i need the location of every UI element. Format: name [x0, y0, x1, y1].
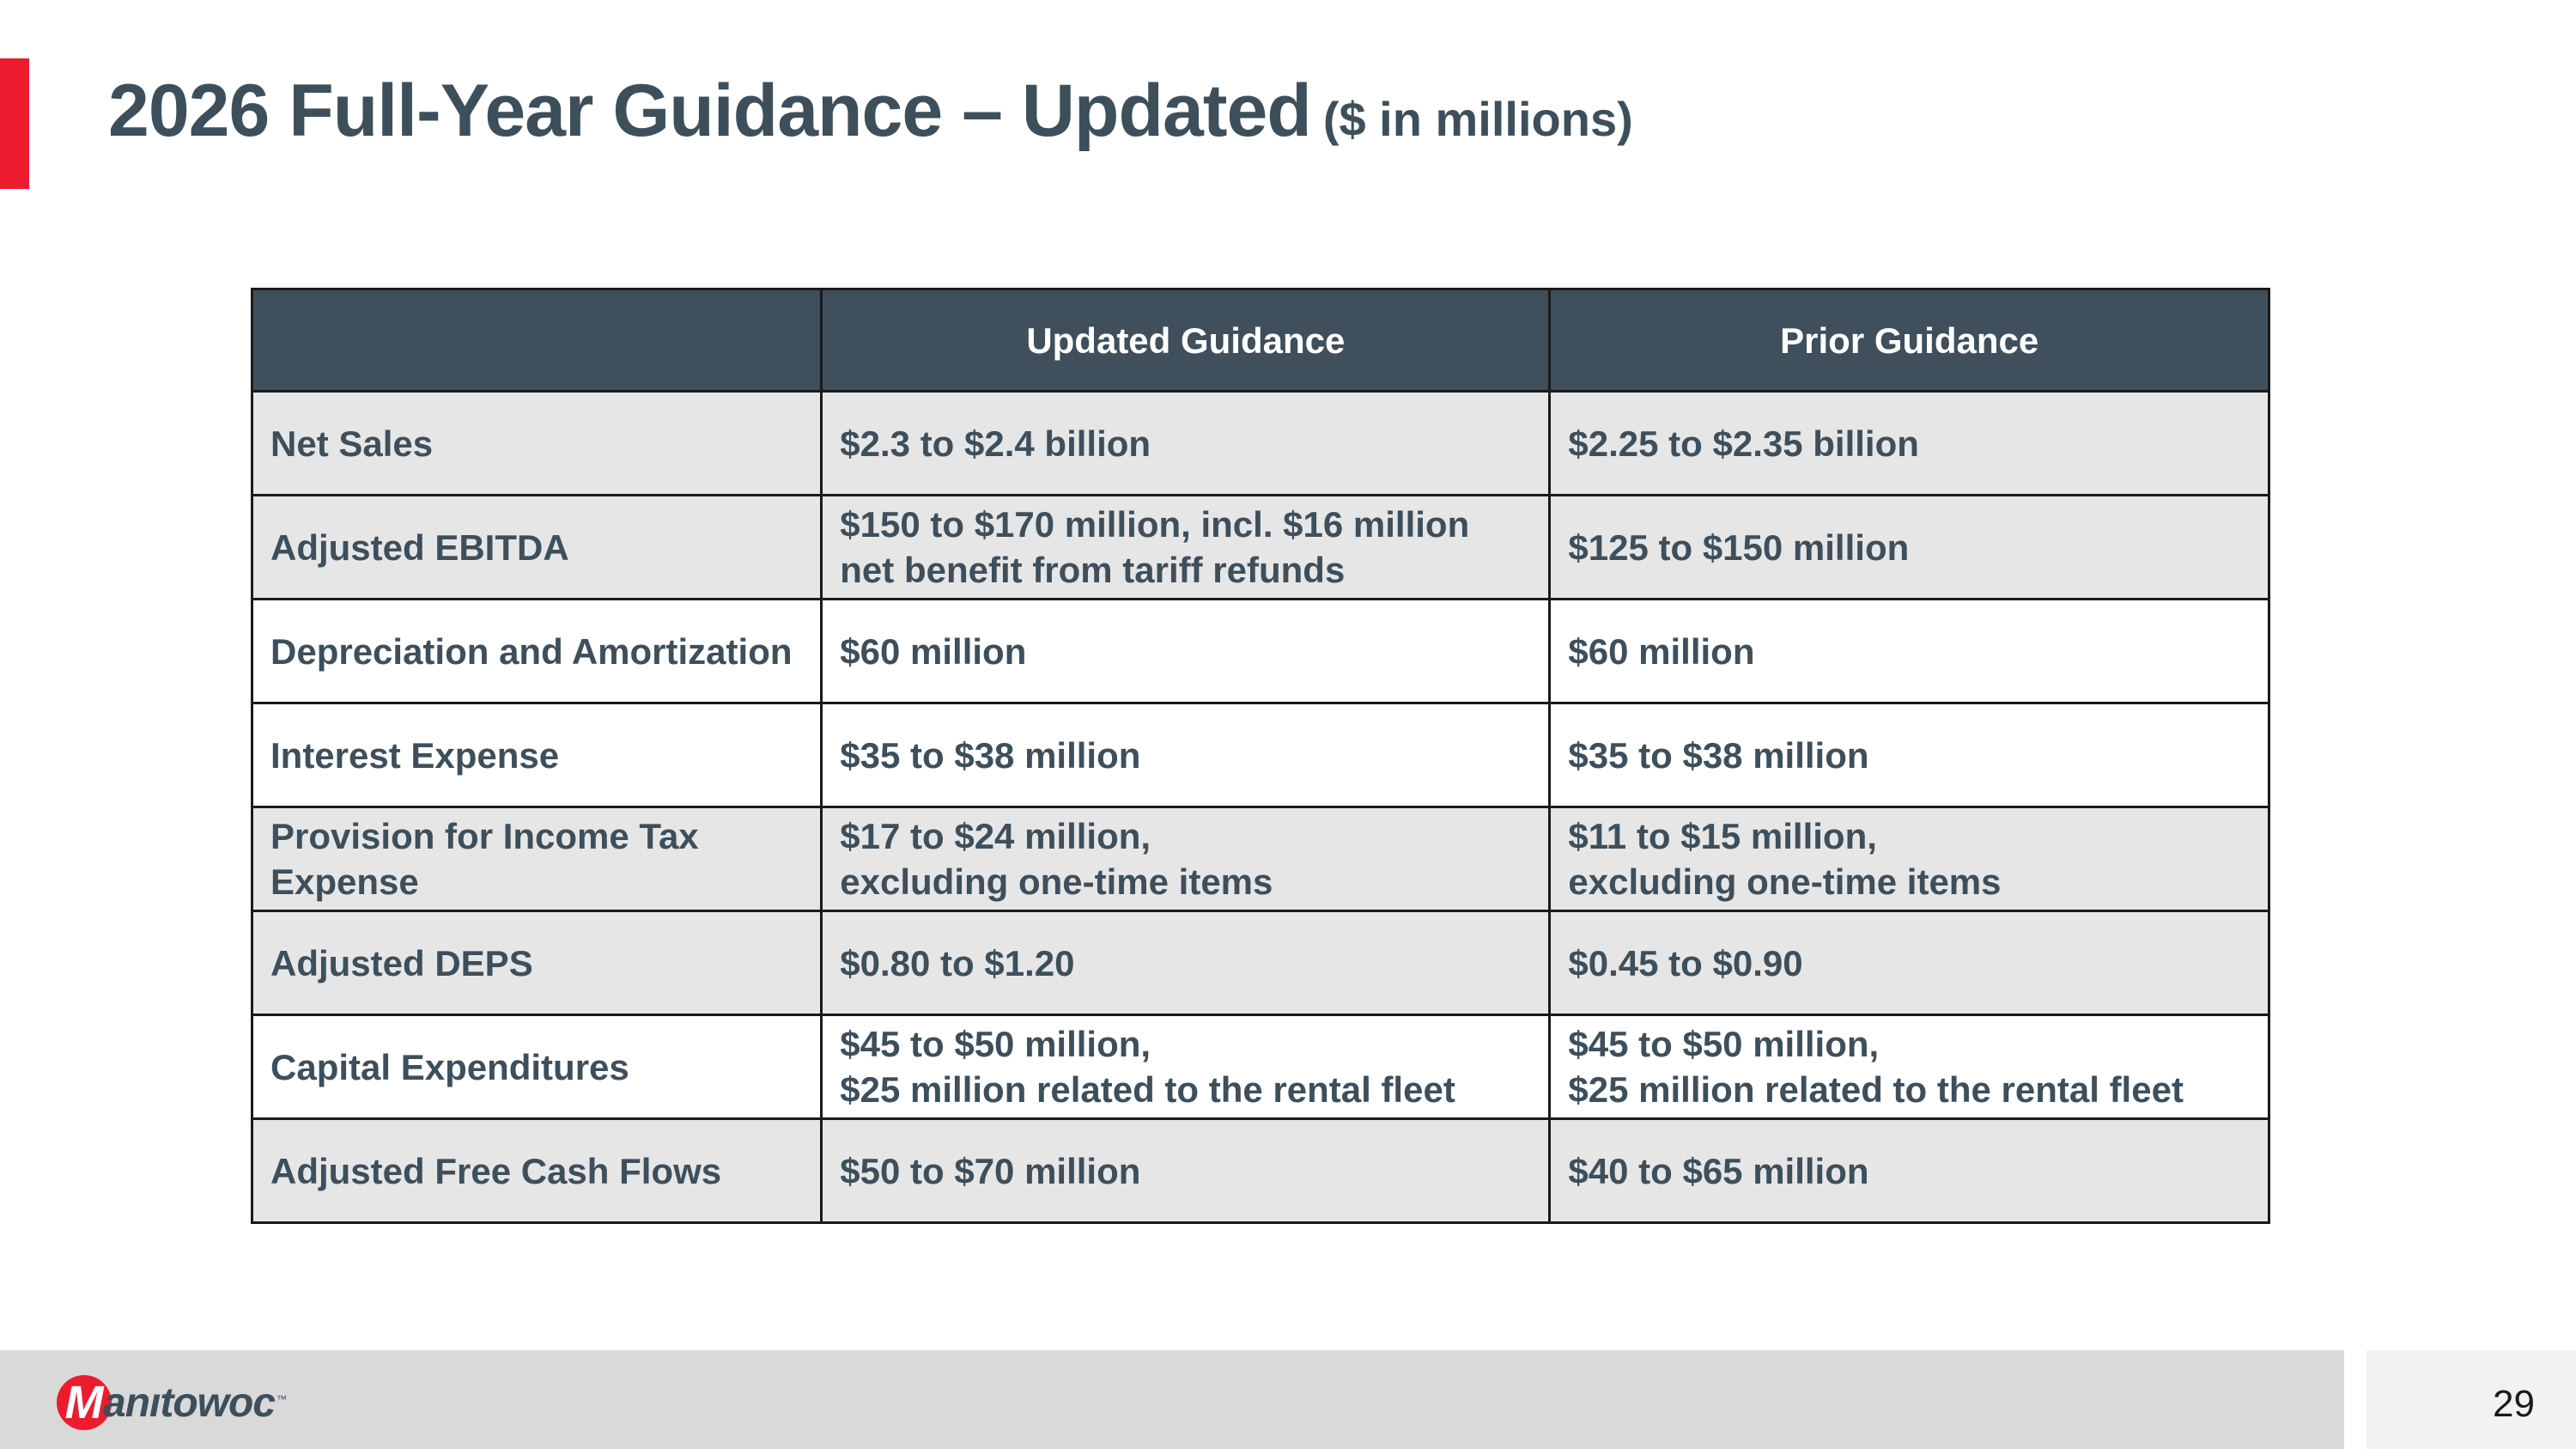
prior-guidance-cell: $60 million	[1550, 600, 2269, 703]
metric-cell: Interest Expense	[252, 703, 822, 807]
manitowoc-logo	[57, 1373, 287, 1433]
prior-guidance-cell: $11 to $15 million, excluding one-time items	[1550, 807, 2269, 911]
header-cell-metric	[252, 289, 822, 392]
table-row	[252, 600, 2269, 703]
prior-guidance-cell: $125 to $150 million	[1550, 496, 2269, 600]
table-row	[252, 1119, 2269, 1223]
metric-cell: Adjusted DEPS	[252, 911, 822, 1015]
title-units: ($ in millions)	[1322, 92, 1633, 146]
prior-guidance-cell: $0.45 to $0.90	[1550, 911, 2269, 1015]
logo-trademark: ™	[276, 1393, 288, 1405]
updated-guidance-cell: $0.80 to $1.20	[822, 911, 1550, 1015]
metric-cell: Net Sales	[252, 392, 822, 496]
table-row	[252, 703, 2269, 807]
guidance-table	[251, 288, 2270, 1224]
page-number: 29	[2493, 1383, 2535, 1425]
page-number-box	[2366, 1350, 2576, 1449]
table-row	[252, 807, 2269, 911]
table-row	[252, 392, 2269, 496]
metric-cell: Adjusted EBITDA	[252, 496, 822, 600]
footer-band	[0, 1350, 2344, 1449]
prior-guidance-cell: $40 to $65 million	[1550, 1119, 2269, 1223]
updated-guidance-cell: $35 to $38 million	[822, 703, 1550, 807]
updated-guidance-cell: $150 to $170 million, incl. $16 million net benefit from tariff refunds	[822, 496, 1550, 600]
updated-guidance-cell: $17 to $24 million, excluding one-time items	[822, 807, 1550, 911]
header-cell-updated-guidance: Updated Guidance	[822, 289, 1550, 392]
logo-mark-icon: M	[57, 1375, 112, 1430]
prior-guidance-cell: $45 to $50 million, $25 million related to the rental fleet	[1550, 1015, 2269, 1119]
metric-cell: Depreciation and Amortization	[252, 600, 822, 703]
metric-cell: Provision for Income Tax Expense	[252, 807, 822, 911]
metric-cell: Adjusted Free Cash Flows	[252, 1119, 822, 1223]
updated-guidance-cell: $60 million	[822, 600, 1550, 703]
accent-bar	[0, 58, 29, 189]
metric-cell: Capital Expenditures	[252, 1015, 822, 1119]
header-cell-prior-guidance: Prior Guidance	[1550, 289, 2269, 392]
title-main: 2026 Full-Year Guidance – Updated	[108, 70, 1311, 152]
updated-guidance-cell: $45 to $50 million, $25 million related to the rental fleet	[822, 1015, 1550, 1119]
table-header-row	[252, 289, 2269, 392]
prior-guidance-cell: $2.25 to $2.35 billion	[1550, 392, 2269, 496]
page-title	[108, 70, 1633, 152]
prior-guidance-cell: $35 to $38 million	[1550, 703, 2269, 807]
table-row	[252, 1015, 2269, 1119]
updated-guidance-cell: $2.3 to $2.4 billion	[822, 392, 1550, 496]
logo-wordmark: anıtowoc	[103, 1379, 276, 1426]
updated-guidance-cell: $50 to $70 million	[822, 1119, 1550, 1223]
table-row	[252, 911, 2269, 1015]
table-row	[252, 496, 2269, 600]
